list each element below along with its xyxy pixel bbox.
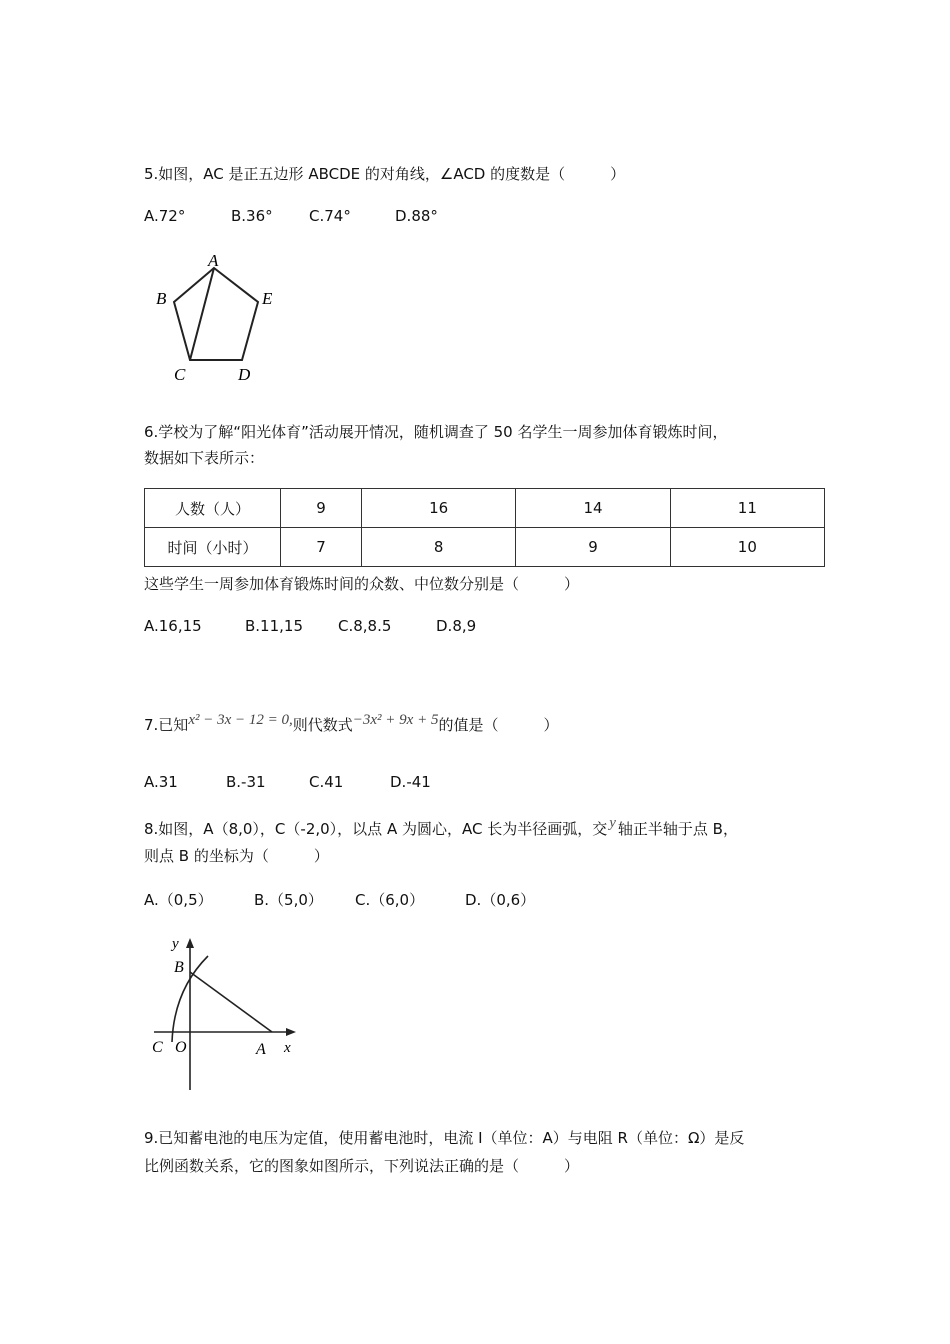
table-row (145, 528, 825, 567)
pentagon-label-c: C (174, 365, 186, 384)
q6-option-d: D.8,9 (436, 617, 477, 635)
q8-stem-line1 (144, 815, 738, 839)
table-cell: 11 (670, 489, 824, 528)
q7-middle: 则代数式 (292, 716, 353, 734)
q8-stem-line2: 则点 B 的坐标为（ ） (144, 847, 329, 865)
figure-label-o: O (175, 1039, 187, 1056)
q6-option-b: B.11,15 (245, 617, 304, 635)
q8-option-d: D.（0,6） (465, 891, 536, 909)
table-cell: 10 (670, 528, 824, 567)
figure-label-c: C (152, 1039, 163, 1056)
q7-suffix: 的值是（ ） (438, 716, 559, 734)
q5-option-d: D.88° (395, 207, 438, 225)
q7-prefix: 7.已知 (144, 716, 189, 734)
q6-stem-line1: 6.学校为了解“阳光体育”活动展开情况，随机调查了 50 名学生一周参加体育锻炼时间， (144, 423, 728, 441)
q6-stem-line2: 数据如下表所示： (144, 449, 265, 467)
q8-stem-part-b: 轴正半轴于点 B， (617, 820, 738, 838)
figure-label-b: B (174, 959, 184, 976)
q7-expression: −3x² + 9x + 5 (352, 712, 439, 728)
q6-option-c: C.8,8.5 (338, 617, 392, 635)
q6-data-table (144, 488, 825, 567)
table-cell: 8 (362, 528, 516, 567)
table-cell: 9 (516, 528, 670, 567)
coordinate-figure (148, 930, 308, 1092)
q5-stem: 5.如图，AC 是正五边形 ABCDE 的对角线，∠ACD 的度数是（ ） (144, 165, 626, 183)
table-cell: 9 (281, 489, 362, 528)
pentagon-figure (150, 252, 290, 388)
q8-option-b: B.（5,0） (254, 891, 323, 909)
q5-option-b: B.36° (231, 207, 273, 225)
table-cell-header-count: 人数（人） (145, 489, 281, 528)
q8-option-a: A.（0,5） (144, 891, 213, 909)
table-row (145, 489, 825, 528)
figure-label-y: y (172, 936, 179, 952)
q6-question: 这些学生一周参加体育锻炼时间的众数、中位数分别是（ ） (144, 575, 580, 593)
figure-label-x: x (284, 1040, 291, 1056)
figure-label-a: A (256, 1041, 266, 1058)
q6-option-a: A.16,15 (144, 617, 202, 635)
q7-option-a: A.31 (144, 773, 178, 791)
q7-option-d: D.-41 (390, 773, 431, 791)
q8-option-c: C.（6,0） (355, 891, 425, 909)
q7-option-c: C.41 (309, 773, 344, 791)
q9-stem-line1: 9.已知蓄电池的电压为定值，使用蓄电池时，电流 I（单位：A）与电阻 R（单位：Ω）是反 (144, 1129, 745, 1147)
table-cell: 7 (281, 528, 362, 567)
pentagon-label-a: A (208, 252, 219, 270)
table-cell: 16 (362, 489, 516, 528)
table-cell: 14 (516, 489, 670, 528)
pentagon-label-d: D (238, 365, 251, 384)
q8-stem-part-a: 8.如图，A（8,0），C（-2,0），以点 A 为圆心，AC 长为半径画弧，交 (144, 820, 608, 838)
table-cell-header-time: 时间（小时） (145, 528, 281, 567)
pentagon-label-e: E (262, 289, 273, 308)
q7-stem (144, 714, 558, 735)
q9-stem-line2: 比例函数关系，它的图象如图所示，下列说法正确的是（ ） (144, 1157, 580, 1175)
q7-equation: x² − 3x − 12 = 0, (188, 712, 293, 728)
q8-y-symbol: y (609, 815, 616, 831)
pentagon-label-b: B (156, 289, 167, 308)
q5-option-a: A.72° (144, 207, 186, 225)
q5-option-c: C.74° (309, 207, 351, 225)
q7-option-b: B.-31 (226, 773, 266, 791)
